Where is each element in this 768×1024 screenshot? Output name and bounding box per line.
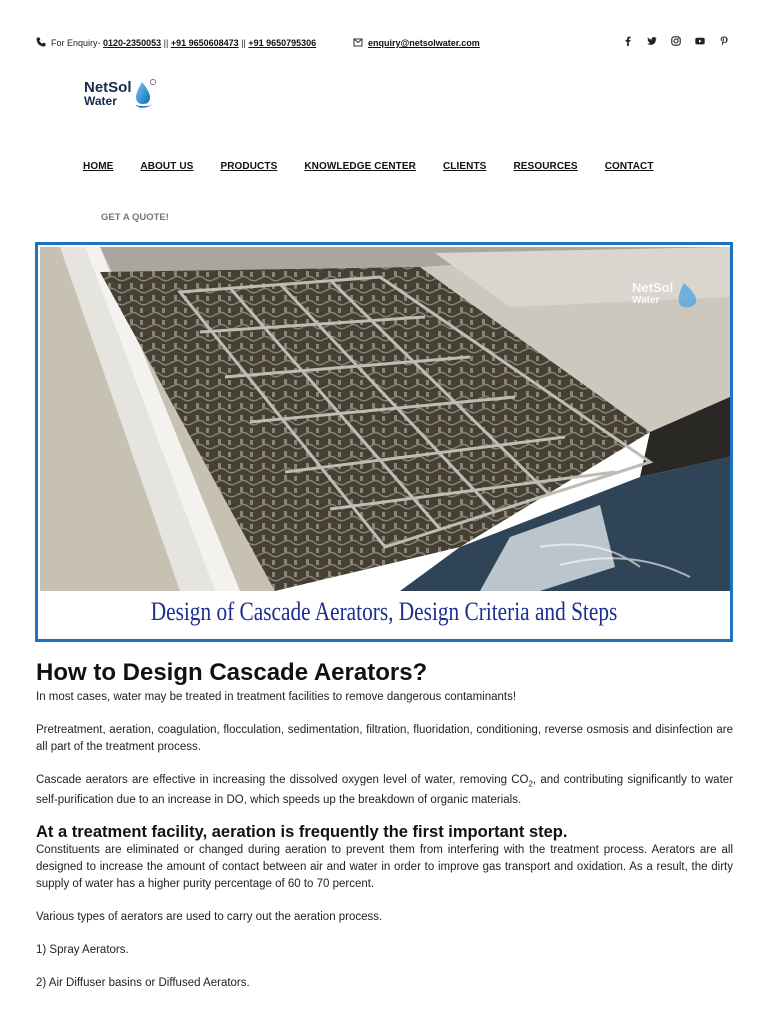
paragraph-intro: In most cases, water may be treated in treatment facilities to remove dangerous contaminants! bbox=[36, 691, 517, 703]
co2-subscript: 2 bbox=[528, 779, 533, 789]
logo-text-netsol: NetSol bbox=[84, 79, 132, 96]
envelope-icon bbox=[353, 38, 363, 47]
hero-banner bbox=[35, 242, 733, 642]
paragraph-cascade-part1: Cascade aerators are effective in increasing the dissolved oxygen level of water, removing CO bbox=[36, 774, 529, 786]
main-navigation bbox=[83, 161, 681, 172]
nav-products[interactable]: PRODUCTS bbox=[220, 161, 278, 172]
nav-resources[interactable]: RESOURCES bbox=[513, 161, 578, 172]
email-link[interactable]: enquiry@netsolwater.com bbox=[368, 38, 480, 48]
nav-home[interactable]: HOME bbox=[83, 161, 114, 172]
enquiry-label: For Enquiry- bbox=[51, 38, 101, 48]
water-drop-icon bbox=[132, 78, 158, 112]
section-heading: At a treatment facility, aeration is frequently the first important step. bbox=[36, 823, 568, 842]
nav-clients[interactable]: CLIENTS bbox=[442, 161, 487, 172]
paragraph-types: Various types of aerators are used to carry out the aeration process. bbox=[36, 911, 383, 924]
separator: || bbox=[163, 38, 169, 48]
separator: || bbox=[241, 38, 246, 48]
page-title: How to Design Cascade Aerators? bbox=[36, 659, 428, 686]
enquiry-text bbox=[51, 38, 316, 48]
facebook-icon[interactable] bbox=[616, 36, 640, 50]
list-item: 2) Air Diffuser basins or Diffused Aerators. bbox=[36, 977, 250, 990]
article-content bbox=[36, 657, 733, 992]
social-links bbox=[616, 36, 736, 50]
watermark-water: Water bbox=[632, 295, 660, 306]
phone-link-2[interactable]: +91 9650608473 bbox=[170, 38, 239, 48]
watermark-netsol: NetSol bbox=[632, 280, 674, 295]
paragraph-cascade bbox=[36, 772, 733, 809]
site-logo[interactable] bbox=[84, 78, 164, 114]
nav-knowledge-center[interactable]: KNOWLEDGE CENTER bbox=[304, 161, 416, 172]
phone-link-1[interactable]: 0120-2350053 bbox=[103, 38, 162, 48]
nav-contact[interactable]: CONTACT bbox=[604, 161, 654, 172]
get-a-quote-button[interactable]: GET A QUOTE! bbox=[101, 212, 169, 223]
phone-link-3[interactable]: +91 9650795306 bbox=[248, 38, 317, 48]
logo-text-water: Water bbox=[84, 94, 117, 108]
youtube-icon[interactable] bbox=[688, 36, 712, 50]
pinterest-icon[interactable] bbox=[712, 36, 736, 50]
list-item: 1) Spray Aerators. bbox=[36, 944, 129, 957]
instagram-icon[interactable] bbox=[664, 36, 688, 50]
hero-caption: Design of Cascade Aerators, Design Criteria and Steps bbox=[150, 597, 618, 626]
top-contact-bar bbox=[36, 36, 736, 52]
twitter-icon[interactable] bbox=[640, 36, 664, 50]
phone-icon bbox=[36, 37, 46, 47]
paragraph-process: Pretreatment, aeration, coagulation, flocculation, sedimentation, filtration, fluoridation, conditioning, reverse osmosis and disinfection are all part of the treatment process. bbox=[36, 724, 733, 753]
paragraph-cascade-part2: , and contributing significantly to water self-purification due to an increase in DO, which speeds up the breakdown of organic materials. bbox=[36, 774, 733, 807]
nav-about-us[interactable]: ABOUT US bbox=[140, 161, 194, 172]
cascade-aerator-photo bbox=[40, 247, 730, 591]
paragraph-constituents: Constituents are eliminated or changed during aeration to prevent them from interfering with the treatment process. Aerators are all designed to increase the amount of contact between air and water in order to improve gas transport and oxidation. As a result, the dirty supply of water has a higher purity percentage of 60 to 70 percent. bbox=[36, 844, 733, 891]
